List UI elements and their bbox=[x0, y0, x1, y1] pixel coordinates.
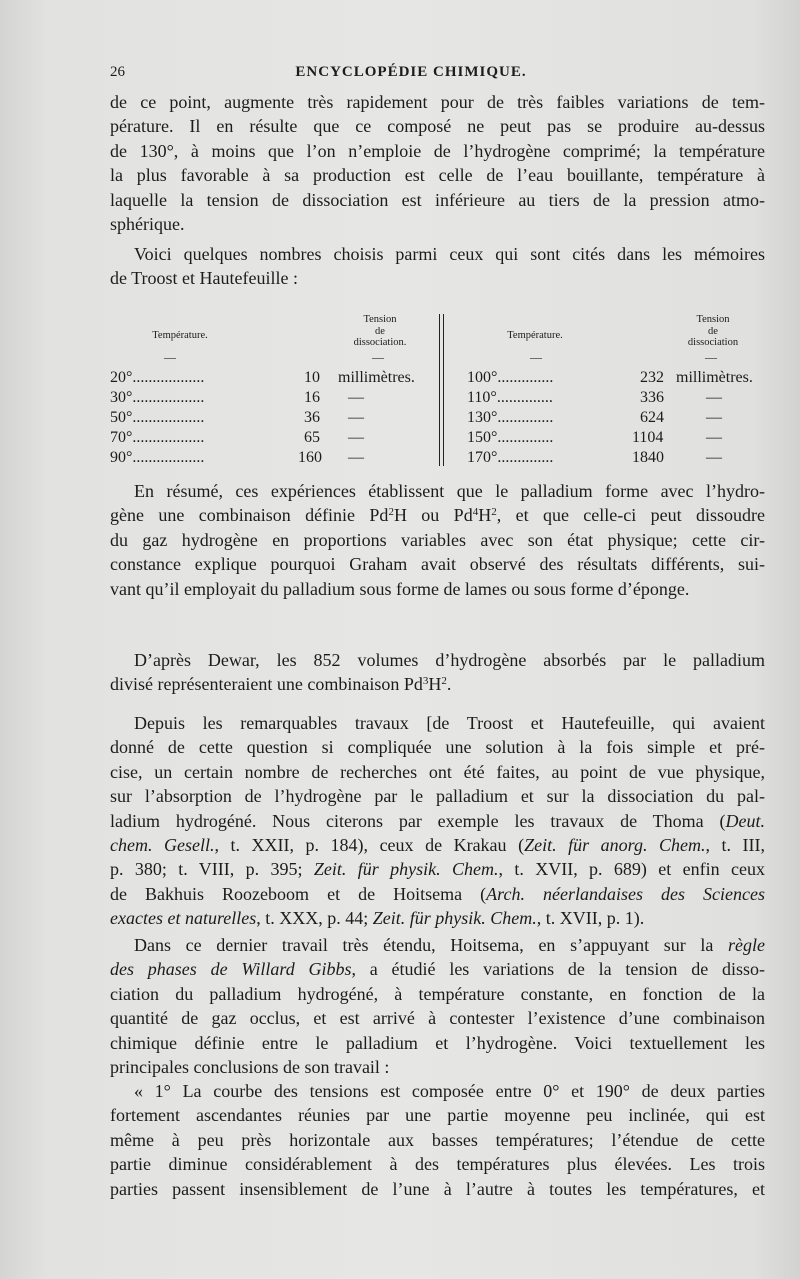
text-line: chimique définie entre le palladium et l’hydrogène. Voici textuellement les bbox=[110, 1032, 765, 1053]
header-line: de bbox=[708, 325, 718, 337]
text-line: sphérique. bbox=[110, 214, 185, 235]
text-line: « 1° La courbe des tensions est composée entre 0° et 190° de deux parties bbox=[134, 1081, 765, 1101]
unit-cell: — bbox=[706, 389, 722, 406]
text-line: donné de cette question si compliquée une solution à la fois simple et pré- bbox=[110, 737, 765, 758]
temp-cell: 50° bbox=[110, 409, 133, 426]
text-line: constance explique pourquoi Graham avait observé des résultats différents, sui- bbox=[110, 554, 765, 575]
temp-cell: 90° bbox=[110, 449, 133, 466]
table-row bbox=[467, 368, 553, 388]
table-row bbox=[110, 448, 204, 468]
text-line: En résumé, ces expériences établissent que le palladium forme avec l’hydro- bbox=[134, 481, 765, 501]
text-line: quantité de gaz occlus, et est arrivé à contester l’existence d’une combinaison bbox=[110, 1008, 765, 1029]
column-divider bbox=[439, 314, 444, 466]
right-header-temperature: Température. bbox=[507, 330, 563, 341]
leader-dots: .................. bbox=[132, 369, 205, 386]
table-row bbox=[110, 428, 204, 448]
unit-cell: — bbox=[706, 409, 722, 426]
value-cell: 1104 bbox=[632, 429, 664, 446]
text-line: pérature. Il en résulte que ce composé ne peut pas se produire au-dessus bbox=[110, 116, 765, 137]
value-cell: 336 bbox=[640, 389, 664, 406]
temp-cell: 130° bbox=[467, 409, 498, 426]
dissociation-table bbox=[110, 312, 775, 467]
left-header-tension bbox=[325, 314, 435, 349]
text-line: D’après Dewar, les 852 volumes d’hydrogène absorbés par le palladium bbox=[134, 650, 765, 670]
header-line: de bbox=[375, 325, 385, 337]
table-row bbox=[467, 388, 553, 408]
text-line: Voici quelques nombres choisis parmi ceux qui sont cités dans les mémoires bbox=[134, 244, 765, 264]
page-number: 26 bbox=[110, 64, 125, 80]
leader-dots: .............. bbox=[497, 409, 554, 426]
value-cell: 16 bbox=[304, 389, 320, 406]
text-line: exactes et naturelles, t. XXX, p. 44; Zeit. für physik. Chem., t. XVII, p. 1). bbox=[110, 908, 645, 929]
header-line: dissociation bbox=[687, 337, 739, 348]
temp-cell: 20° bbox=[110, 369, 133, 386]
temp-cell: 70° bbox=[110, 429, 133, 446]
leader-dots: .............. bbox=[497, 369, 554, 386]
table-row bbox=[110, 368, 204, 388]
text-line: de Bakhuis Roozeboom et de Hoitsema (Arch. néerlandaises des Sciences bbox=[110, 883, 766, 904]
running-title: ENCYCLOPÉDIE CHIMIQUE. bbox=[295, 64, 527, 80]
text-line: principales conclusions de son travail : bbox=[110, 1057, 390, 1078]
text-line: la plus favorable à sa production est celle de l’eau bouillante, température à bbox=[110, 165, 765, 186]
table-row bbox=[467, 428, 553, 448]
text-line: des phases de Willard Gibbs, a étudié les variations de la tension de disso- bbox=[110, 959, 765, 980]
text-line: de Troost et Hautefeuille : bbox=[110, 268, 298, 289]
temp-cell: 150° bbox=[467, 429, 498, 446]
text-line: de 130°, à moins que l’on n’emploie de l’hydrogène comprimé; la température bbox=[110, 140, 765, 161]
paragraph-6 bbox=[110, 933, 765, 1079]
text-line: p. 380; t. VIII, p. 395; Zeit. für physik. Chem., t. XVII, p. 689) et enfin ceux bbox=[110, 859, 765, 880]
leader-dots: .............. bbox=[496, 389, 553, 406]
paragraph-2 bbox=[110, 242, 765, 291]
unit-cell: — bbox=[706, 429, 722, 446]
text-line: ciation du palladium hydrogéné, à température constante, en fonction de la bbox=[110, 983, 765, 1004]
text-line: même à peu près horizontale aux basses températures; l’étendue de cette bbox=[110, 1129, 765, 1150]
temp-cell: 30° bbox=[110, 389, 133, 406]
header-dash: — bbox=[705, 350, 717, 364]
header-line: Tension bbox=[363, 314, 397, 325]
leader-dots: .............. bbox=[497, 449, 554, 466]
table-row bbox=[467, 448, 553, 468]
value-cell: 160 bbox=[298, 449, 322, 466]
text-line: fortement ascendantes réunies par une partie moyenne peu inclinée, qui est bbox=[110, 1105, 765, 1126]
value-cell: 65 bbox=[304, 429, 320, 446]
temp-cell: 170° bbox=[467, 449, 498, 466]
text-line: divisé représenteraient une combinaison $Pd^3H^2$. bbox=[110, 674, 452, 695]
paragraph-3 bbox=[110, 479, 765, 601]
leader-dots: .............. bbox=[497, 429, 554, 446]
leader-dots: .................. bbox=[132, 449, 205, 466]
text-line: partie diminue considérablement à des températures plus élevées. Les trois bbox=[110, 1154, 765, 1175]
value-cell: 624 bbox=[640, 409, 664, 426]
text-line: sur l’absorption de l’hydrogène par le palladium et sur la dissociation du pal- bbox=[110, 786, 765, 807]
text-line: Dans ce dernier travail très étendu, Hoitsema, en s’appuyant sur la règle bbox=[134, 935, 765, 955]
text-line: chem. Gesell., t. XXII, p. 184), ceux de Krakau (Zeit. für anorg. Chem., t. III, bbox=[110, 835, 765, 856]
value-cell: 36 bbox=[304, 409, 320, 426]
unit-cell: — bbox=[348, 429, 364, 446]
table-row bbox=[467, 408, 553, 428]
value-cell: 1840 bbox=[632, 449, 664, 466]
value-cell: 232 bbox=[640, 369, 664, 386]
unit-cell: millimètres. bbox=[338, 369, 415, 386]
unit-cell: — bbox=[706, 449, 722, 466]
text-line: ladium hydrogéné. Nous citerons par exemple les travaux de Thoma (Deut. bbox=[110, 810, 765, 831]
header-dash: — bbox=[372, 350, 384, 364]
paragraph-5 bbox=[110, 711, 765, 931]
text-line: parties passent insensiblement de l’une à l’autre à toutes les températures, et bbox=[110, 1178, 765, 1199]
leader-dots: .................. bbox=[132, 409, 205, 426]
paragraph-1 bbox=[110, 90, 765, 236]
header-line: Tension bbox=[696, 314, 730, 325]
unit-cell: — bbox=[348, 389, 364, 406]
header-line: dissociation. bbox=[353, 337, 407, 348]
leader-dots: .................. bbox=[132, 429, 205, 446]
header-dash: — bbox=[164, 350, 176, 364]
left-header-temperature: Température. bbox=[152, 330, 208, 341]
temp-cell: 100° bbox=[467, 369, 498, 386]
text-line: de ce point, augmente très rapidement pour de très faibles variations de tem- bbox=[110, 92, 765, 112]
paragraph-7 bbox=[110, 1079, 765, 1201]
text-line: vant qu’il employait du palladium sous forme de lames ou sous forme d’éponge. bbox=[110, 578, 690, 599]
value-cell: 10 bbox=[304, 369, 320, 386]
leader-dots: .................. bbox=[132, 389, 205, 406]
page-header bbox=[110, 64, 712, 84]
unit-cell: — bbox=[348, 449, 364, 466]
text-line: du gaz hydrogène en proportions variables avec son état physique; cette cir- bbox=[110, 529, 765, 550]
text-line: Depuis les remarquables travaux [de Troost et Hautefeuille, qui avaient bbox=[134, 713, 765, 733]
header-dash: — bbox=[530, 350, 542, 364]
text-line: laquelle la tension de dissociation est inférieure au tiers de la pression atmo- bbox=[110, 189, 765, 210]
table-row bbox=[110, 388, 204, 408]
table-row bbox=[110, 408, 204, 428]
paragraph-4 bbox=[110, 648, 765, 697]
temp-cell: 110° bbox=[467, 389, 497, 406]
right-header-tension bbox=[658, 314, 768, 349]
text-line: gène une combinaison définie Pd$^2$H ou $Pd^4H^2$, et que celle-ci peut dissoudre bbox=[110, 505, 765, 526]
unit-cell: — bbox=[348, 409, 364, 426]
unit-cell: millimètres. bbox=[676, 369, 753, 386]
text-line: cise, un certain nombre de recherches ont été faites, au point de vue physique, bbox=[110, 761, 765, 782]
